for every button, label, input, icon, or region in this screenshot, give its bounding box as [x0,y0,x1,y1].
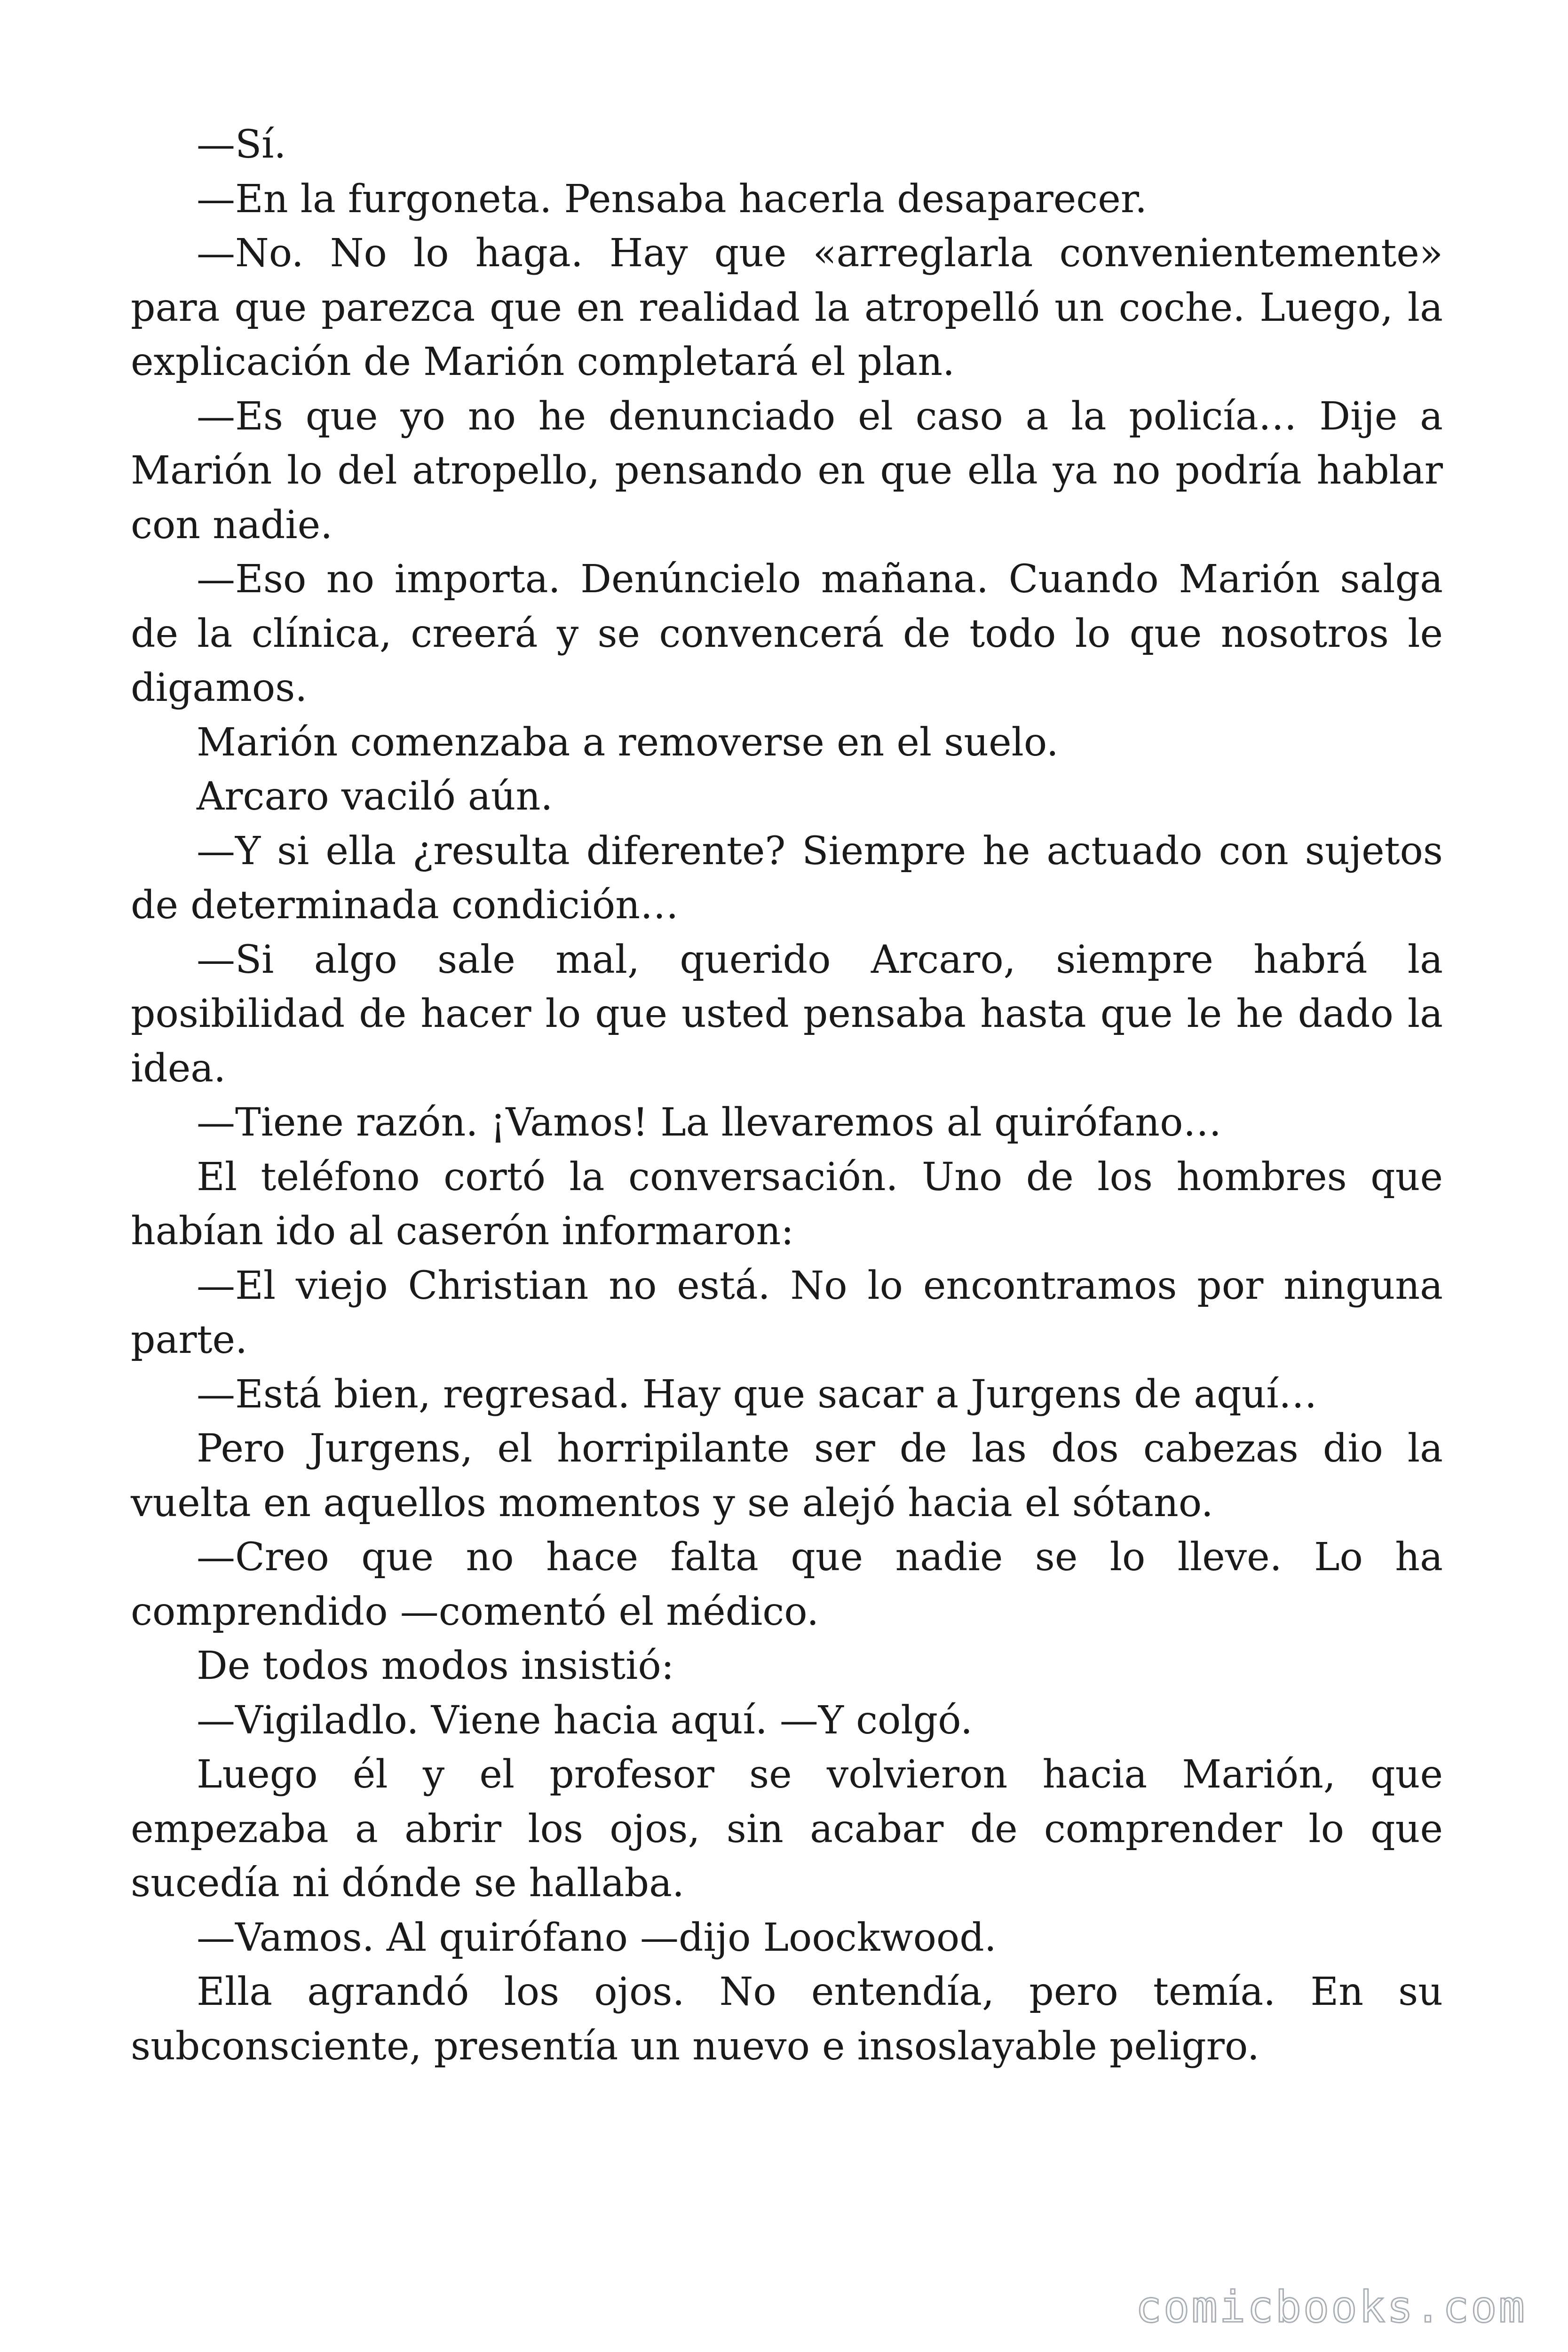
watermark: comicbooks.com [1135,2282,1527,2332]
paragraph: —En la furgoneta. Pensaba hacerla desaparecer. [197,176,1148,222]
paragraph: —Tiene razón. ¡Vamos! La llevaremos al quirófano… [197,1100,1222,1145]
paragraph: Marión comenzaba a removerse en el suelo. [197,720,1059,765]
paragraph: —Vamos. Al quirófano —dijo Loockwood. [197,1915,997,1960]
paragraph: El teléfono cortó la conversación. Uno de los hombres que habían ido al caserón informaron: [131,1154,1443,1254]
paragraph: —Sí. [197,122,286,167]
paragraph: —No. No lo haga. Hay que «arreglarla convenientemente» para que parezca que en realidad la atropelló un coche. Luego, la explicación de Marión completará el plan. [131,231,1443,384]
paragraph: —Vigiladlo. Viene hacia aquí. —Y colgó. [197,1698,973,1743]
body-text [131,118,1443,2074]
paragraph: —Está bien, regresad. Hay que sacar a Jurgens de aquí… [197,1372,1317,1417]
paragraph: —Es que yo no he denunciado el caso a la policía… Dije a Marión lo del atropello, pensando en que ella ya no podría hablar con nadie. [131,394,1443,548]
paragraph: —Si algo sale mal, querido Arcaro, siempre habrá la posibilidad de hacer lo que usted pensaba hasta que le he dado la idea. [131,937,1443,1091]
paragraph: —Eso no importa. Denúncielo mañana. Cuando Marión salga de la clínica, creerá y se convencerá de todo lo que nosotros le digamos. [131,557,1443,710]
paragraph: —Creo que no hace falta que nadie se lo lleve. Lo ha comprendido —comentó el médico. [131,1535,1443,1634]
paragraph: Pero Jurgens, el horripilante ser de las dos cabezas dio la vuelta en aquellos momentos y se alejó hacia el sótano. [131,1426,1443,1526]
paragraph: —Y si ella ¿resulta diferente? Siempre he actuado con sujetos de determinada condición… [131,828,1443,928]
paragraph: Ella agrandó los ojos. No entendía, pero temía. En su subconsciente, presentía un nuevo e insoslayable peligro. [131,1970,1443,2069]
paragraph: —El viejo Christian no está. No lo encontramos por ninguna parte. [131,1263,1443,1362]
paragraph: Luego él y el profesor se volvieron hacia Marión, que empezaba a abrir los ojos, sin acabar de comprender lo que sucedía ni dónde se hallaba. [131,1752,1443,1906]
paragraph: Arcaro vaciló aún. [197,774,553,819]
paragraph: De todos modos insistió: [197,1644,674,1688]
